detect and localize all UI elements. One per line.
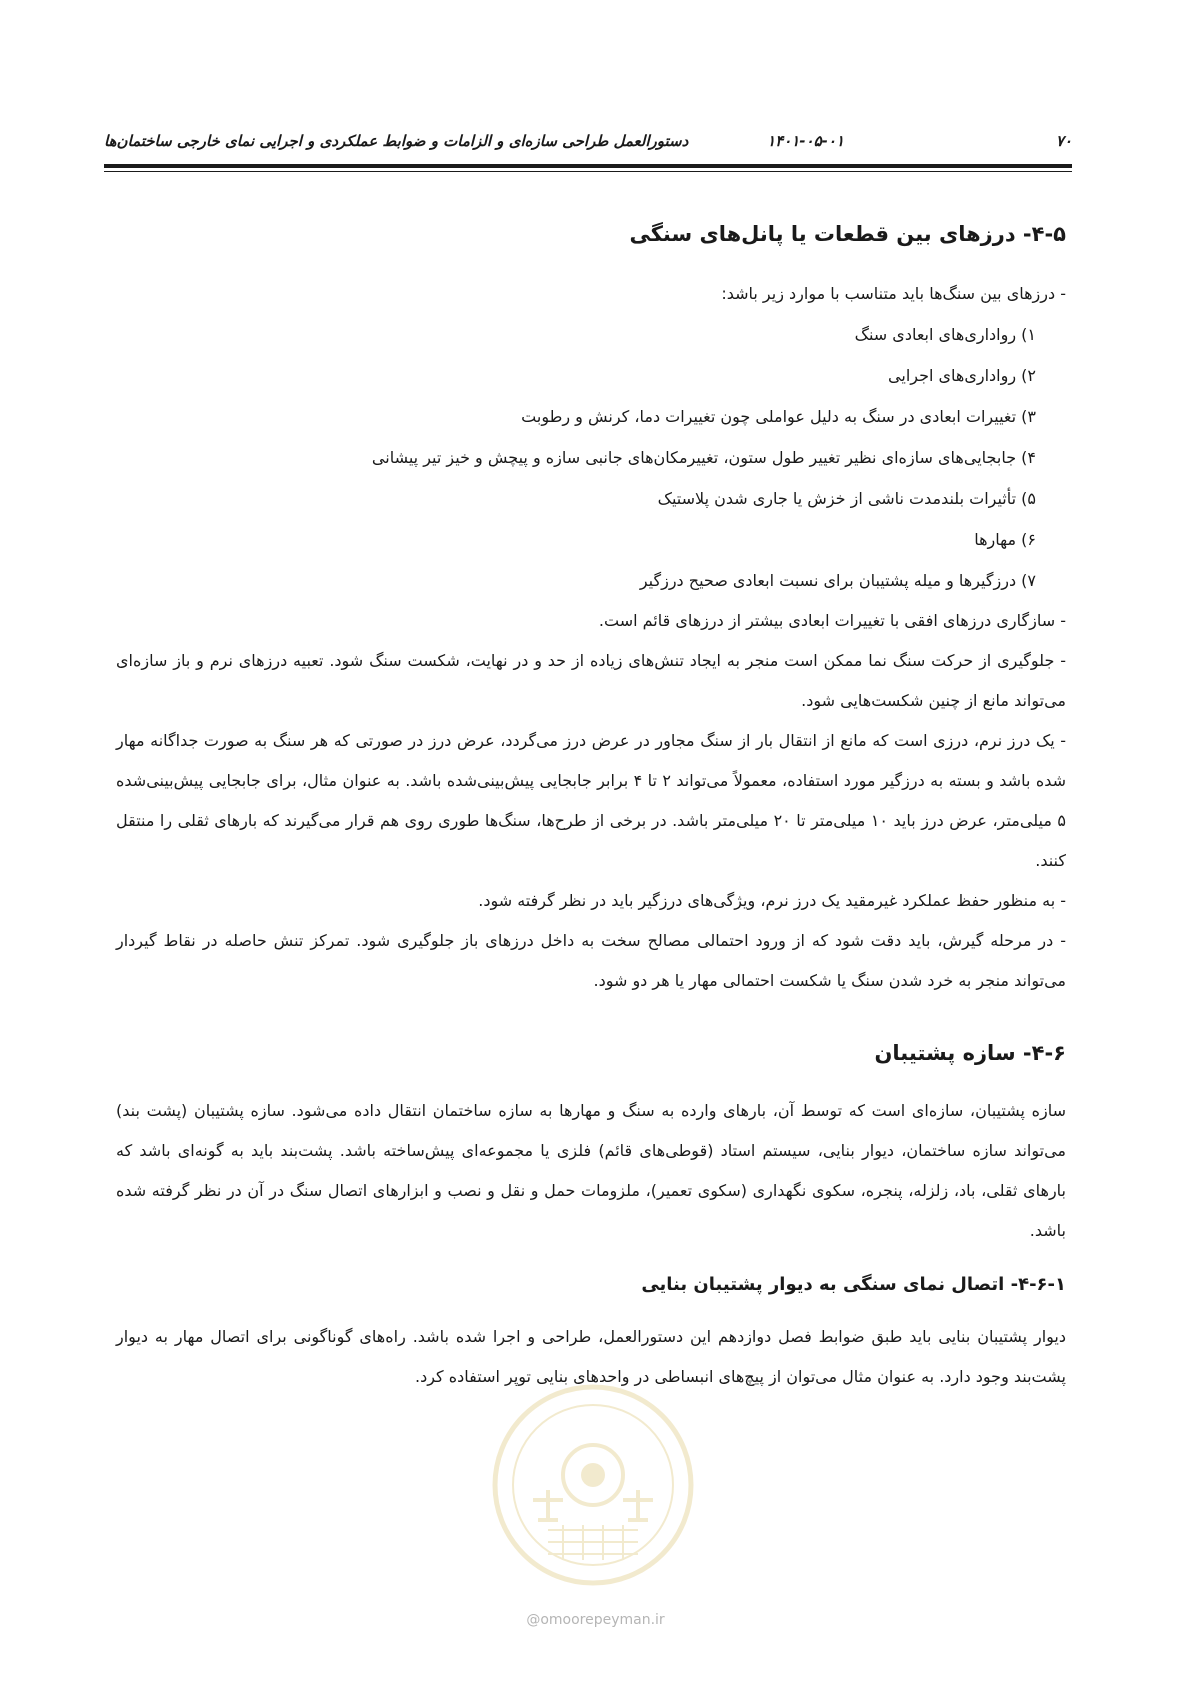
list-item: ۶) مهارها	[974, 530, 1036, 549]
list-item: ۷) درزگیرها و میله پشتیبان برای نسبت ابعادی صحیح درزگیر	[639, 571, 1036, 590]
section-heading-4-5: ۴-۵- درزهای بین قطعات یا پانل‌های سنگی	[629, 222, 1066, 246]
header-date: ۱۴۰۱-۰۵-۰۱	[767, 132, 844, 150]
paragraph: - جلوگیری از حرکت سنگ نما ممکن است منجر به ایجاد تنش‌های زیاده از حد و در نهایت، شکست سنگ شود. تعبیه درزهای نرم و باز سازه‌ای می‌تواند مانع از چنین شکست‌هایی شود.	[116, 651, 1066, 710]
header-rule-thick	[104, 164, 1072, 168]
section-intro: - درزهای بین سنگ‌ها باید متناسب با موارد زیر باشد:	[721, 284, 1066, 303]
list-item: ۳) تغییرات ابعادی در سنگ به دلیل عواملی چون تغییرات دما، کرنش و رطوبت	[521, 407, 1036, 426]
list-item: ۵) تأثیرات بلندمدت ناشی از خزش یا جاری شدن پلاستیک	[657, 489, 1036, 508]
watermark-seal-icon	[488, 1380, 698, 1590]
page-content	[116, 212, 1066, 1397]
paragraph: - یک درز نرم، درزی است که مانع از انتقال بار از سنگ مجاور در عرض درز می‌گردد، عرض درز در صورتی که هر سنگ به صورت جداگانه مهار شده باشد و بسته به درزگیر مورد استفاده، معمولاً می‌تواند ۲ تا ۴ برابر جابجایی پیش‌بینی‌شده باشد. به عنوان مثال، برای جابجایی پیش‌بینی‌شده ۵ میلی‌متر، عرض درز باید ۱۰ میلی‌متر تا ۲۰ میلی‌متر باشد. در برخی از طرح‌ها، سنگ‌ها طوری روی هم قرار می‌گیرند که بارهای ثقلی را منتقل کنند.	[116, 731, 1066, 870]
section-heading-4-6-1: ۴-۶-۱- اتصال نمای سنگی به دیوار پشتیبان بنایی	[641, 1274, 1066, 1295]
watermark-site: @omoorepeyman.ir	[526, 1612, 665, 1628]
joint-factors-list	[116, 314, 1066, 601]
section-heading-4-6: ۴-۶- سازه پشتیبان	[874, 1041, 1066, 1065]
page-header	[104, 128, 1072, 156]
header-rule-thin	[104, 171, 1072, 172]
paragraph: دیوار پشتیبان بنایی باید طبق ضوابط فصل دوازدهم این دستورالعمل، طراحی و اجرا شده باشد. راه‌های گوناگونی برای اتصال مهار به دیوار پشت‌بند وجود دارد. به عنوان مثال می‌توان از پیچ‌های انبساطی در واحدهای بنایی توپر استفاده کرد.	[116, 1327, 1066, 1386]
list-item: ۴) جابجایی‌های سازه‌ای نظیر تغییر طول ستون، تغییرمکان‌های جانبی سازه و پیچش و خیز تیر پیشانی	[371, 448, 1036, 467]
paragraph: - در مرحله گیرش، باید دقت شود که از ورود احتمالی مصالح سخت به داخل درزهای باز جلوگیری شود. تمرکز تنش حاصله در نقاط گیردار می‌تواند منجر به خرد شدن سنگ یا شکست احتمالی مهار یا هر دو شود.	[116, 931, 1066, 990]
paragraph: - به منظور حفظ عملکرد غیرمقید یک درز نرم، ویژگی‌های درزگیر باید در نظر گرفته شود.	[478, 891, 1066, 910]
list-item: ۱) رواداری‌های ابعادی سنگ	[854, 325, 1036, 344]
paragraph: سازه پشتیبان، سازه‌ای است که توسط آن، بارهای وارده به سنگ و مهارها به سازه ساختمان انتقال داده می‌شود. سازه پشتیبان (پشت بند) می‌تواند سازه ساختمان، دیوار بنایی، سیستم استاد (قوطی‌های قائم) فلزی یا مجموعه‌ای پیش‌ساخته باشد. پشت‌بند باید به گونه‌ای باشد که بارهای ثقلی، باد، زلزله، پنجره، سکوی نگهداری (سکوی تعمیر)، ملزومات حمل و نقل و نصب و ابزارهای اتصال سنگ در آن در نظر گرفته شده باشد.	[116, 1101, 1066, 1240]
page-number: ۷۰	[1055, 132, 1072, 150]
list-item: ۲) رواداری‌های اجرایی	[888, 366, 1036, 385]
paragraph: - سازگاری درزهای افقی با تغییرات ابعادی بیشتر از درزهای قائم است.	[598, 611, 1066, 630]
header-title: دستورالعمل طراحی سازه‌ای و الزامات و ضوابط عملکردی و اجرایی نمای خارجی ساختمان‌ها	[104, 132, 689, 150]
